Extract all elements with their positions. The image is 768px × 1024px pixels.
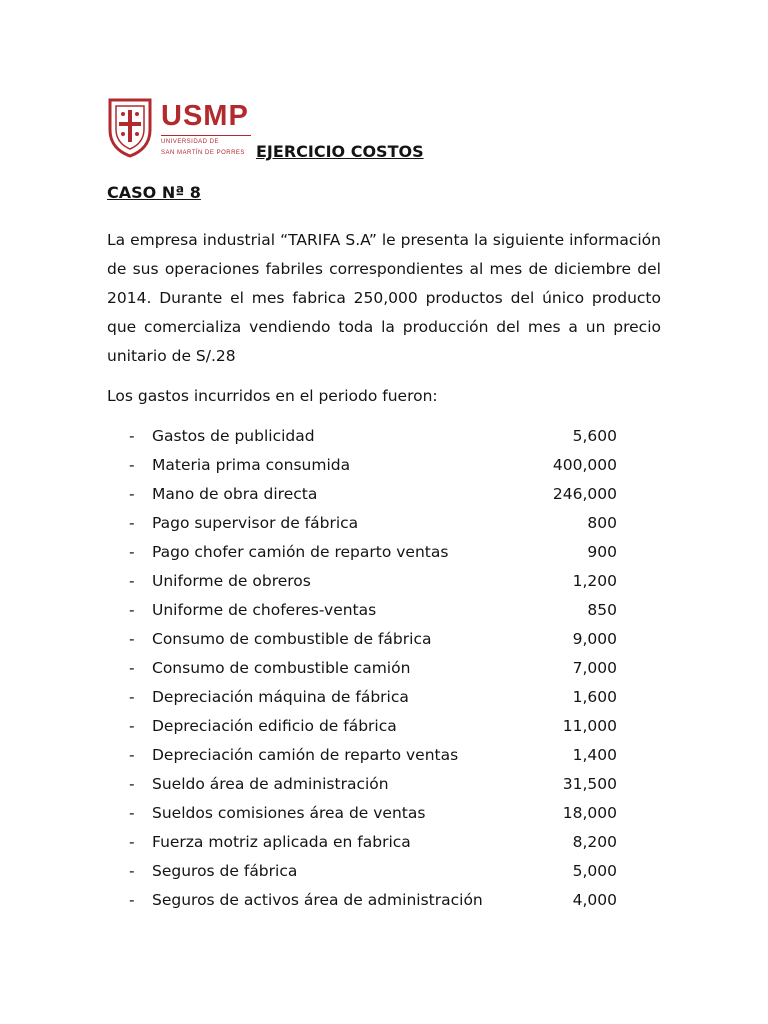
expense-label: Depreciación máquina de fábrica [152,688,409,706]
expense-label: Seguros de fábrica [152,862,298,880]
expense-amount: 8,200 [572,833,617,851]
expense-item [107,712,617,741]
case-title: CASO Nª 8 [107,183,201,202]
usmp-logo [107,96,257,158]
expense-label: Uniforme de choferes-ventas [152,601,377,619]
expense-item [107,451,617,480]
list-dash: - [129,688,135,706]
list-dash: - [129,630,135,648]
list-dash: - [129,601,135,619]
expense-item [107,480,617,509]
expense-item [107,422,617,451]
expense-item [107,596,617,625]
expense-amount: 9,000 [572,630,617,648]
expense-label: Uniforme de obreros [152,572,311,590]
expense-item [107,509,617,538]
expense-amount: 31,500 [562,775,617,793]
list-dash: - [129,775,135,793]
list-dash: - [129,572,135,590]
list-dash: - [129,833,135,851]
shield-icon [107,96,153,158]
expense-item [107,567,617,596]
expense-label: Sueldos comisiones área de ventas [152,804,426,822]
expense-label: Depreciación edificio de fábrica [152,717,397,735]
expense-item [107,770,617,799]
expense-item [107,886,617,915]
expense-amount: 400,000 [552,456,617,474]
list-dash: - [129,891,135,909]
expense-amount: 5,600 [572,427,617,445]
expense-amount: 850 [587,601,617,619]
list-dash: - [129,717,135,735]
list-dash: - [129,543,135,561]
logo-text [161,100,251,158]
expense-amount: 1,600 [572,688,617,706]
expense-amount: 7,000 [572,659,617,677]
expense-label: Pago supervisor de fábrica [152,514,359,532]
expense-item [107,654,617,683]
list-dash: - [129,862,135,880]
expense-list [107,422,617,915]
expense-amount: 18,000 [562,804,617,822]
expense-amount: 800 [587,514,617,532]
expense-amount: 4,000 [572,891,617,909]
expense-item [107,857,617,886]
expense-label: Consumo de combustible de fábrica [152,630,432,648]
expense-label: Mano de obra directa [152,485,318,503]
expense-amount: 1,400 [572,746,617,764]
expense-amount: 1,200 [572,572,617,590]
list-dash: - [129,514,135,532]
expense-label: Gastos de publicidad [152,427,315,445]
expense-label: Pago chofer camión de reparto ventas [152,543,449,561]
logo-subtitle-line1: UNIVERSIDAD DE [161,139,220,145]
expense-item [107,625,617,654]
expense-label: Consumo de combustible camión [152,659,411,677]
expense-item [107,538,617,567]
expense-amount: 11,000 [562,717,617,735]
list-dash: - [129,804,135,822]
expense-item [107,741,617,770]
expense-amount: 246,000 [552,485,617,503]
list-dash: - [129,659,135,677]
list-dash: - [129,427,135,445]
expense-label: Fuerza motriz aplicada en fabrica [152,833,411,851]
expense-amount: 900 [587,543,617,561]
intro-paragraph: La empresa industrial “TARIFA S.A” le presenta la siguiente información de sus operaciones fabriles correspondientes al mes de diciembre del 2014. Durante el mes fabrica 250,000 productos del único producto que comercializa vendiendo toda la producción del mes a un precio unitario de S/.28 [107,231,661,365]
expenses-intro: Los gastos incurridos en el periodo fueron: [107,387,438,405]
logo-name: USMP [161,100,249,132]
expense-amount: 5,000 [572,862,617,880]
expense-label: Depreciación camión de reparto ventas [152,746,459,764]
list-dash: - [129,456,135,474]
expense-item [107,828,617,857]
logo-subtitle-line2: SAN MARTÍN DE PORRES [161,150,245,156]
document-title: EJERCICIO COSTOS [256,142,424,161]
expense-item [107,683,617,712]
list-dash: - [129,746,135,764]
expense-label: Seguros de activos área de administración [152,891,483,909]
expense-label: Materia prima consumida [152,456,351,474]
list-dash: - [129,485,135,503]
expense-item [107,799,617,828]
logo-divider [161,135,251,136]
expense-label: Sueldo área de administración [152,775,389,793]
